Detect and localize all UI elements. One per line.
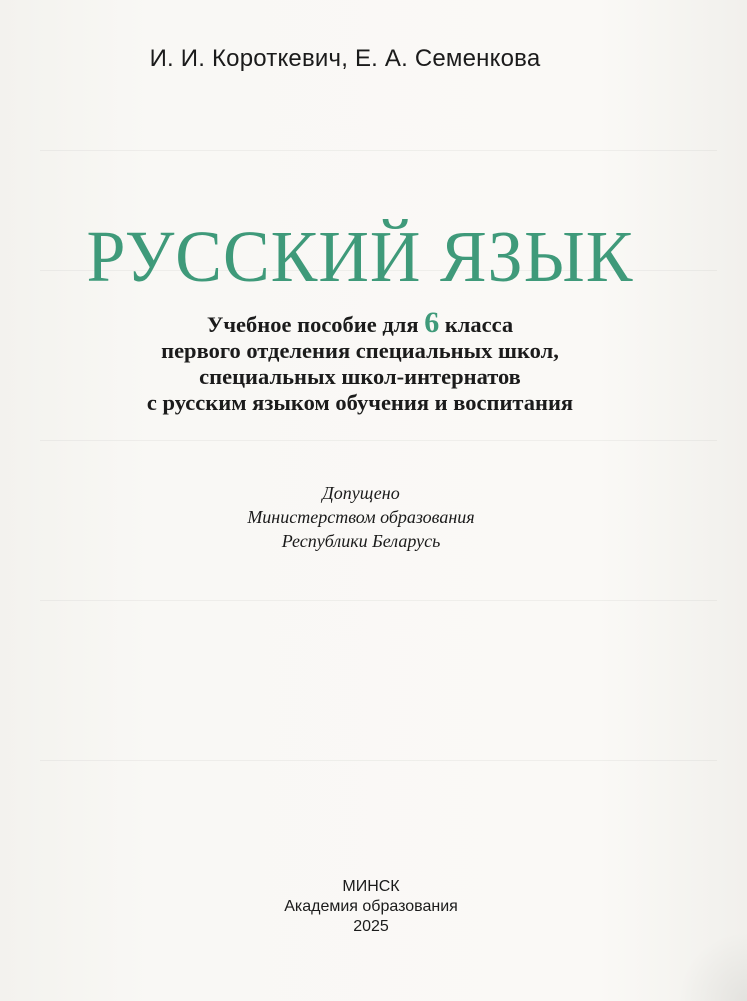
bleed-line	[40, 150, 717, 151]
subtitle-suffix: класса	[439, 312, 514, 337]
book-subtitle	[0, 306, 720, 416]
approval-line-2: Министерством образования	[247, 507, 475, 527]
bleed-line	[40, 760, 717, 761]
imprint-city: МИНСК	[342, 878, 400, 895]
imprint-year: 2025	[353, 918, 389, 935]
subtitle-line-1	[0, 306, 720, 339]
bleed-line	[40, 440, 717, 441]
subtitle-line-2: первого отделения специальных школ,	[161, 338, 559, 363]
authors: И. И. Короткевич, Е. А. Семенкова	[149, 45, 541, 72]
book-title: РУССКИЙ ЯЗЫК	[86, 217, 634, 298]
imprint-publisher: Академия образования	[284, 898, 458, 915]
approval-line-3: Республики Беларусь	[281, 531, 441, 551]
imprint	[0, 877, 742, 937]
subtitle-line-4: с русским языком обучения и воспитания	[146, 390, 574, 415]
bleed-line	[40, 600, 717, 601]
page-corner	[677, 931, 747, 1001]
subtitle-prefix: Учебное пособие для	[206, 312, 425, 337]
approval-stamp	[0, 481, 722, 553]
grade-number: 6	[424, 306, 440, 339]
approval-line-1: Допущено	[322, 483, 400, 503]
subtitle-line-3: специальных школ-интернатов	[199, 364, 521, 389]
